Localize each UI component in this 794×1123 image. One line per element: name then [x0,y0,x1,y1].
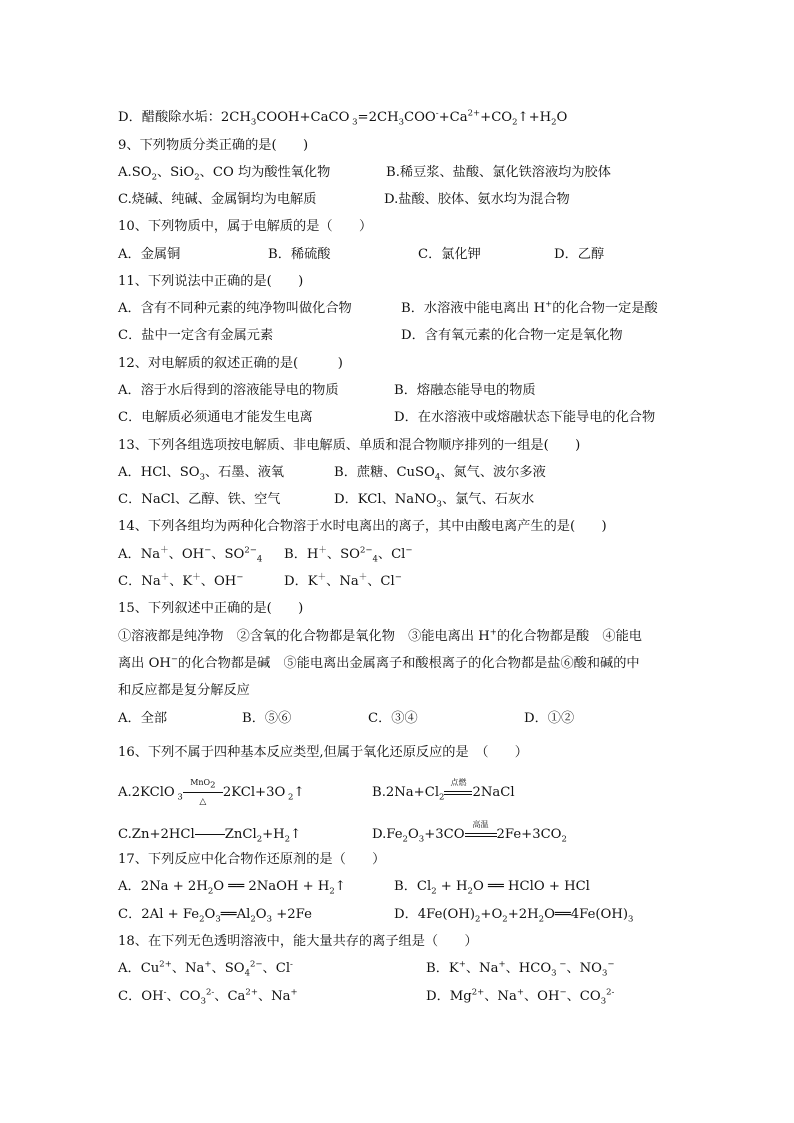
equation-reactants: A.2KClO $_3$ [118,785,183,803]
equation-reactants: $B.2Na+Cl_2$ [372,785,445,803]
options-q13-row2 [118,491,688,509]
option-c: C．盐中一定含有金属元素 [118,328,274,343]
equation-products: 2NaCl [472,785,515,800]
equation-products: $2Fe+3CO_2$ [496,827,567,845]
reaction-condition-arrow [465,820,497,844]
equation-products: 2KCl+3O $_2$↑ [222,785,305,803]
question-17: 17、下列反应中化合物作还原剂的是（ ） [118,852,386,867]
question-15-statements-2: 离出 OH−的化合物都是碱 ⑤能电离出金属离子和酸根离子的化合物都是盐⑥酸和碱的中 [118,654,640,671]
reaction-condition-arrow [183,778,223,807]
question-9: 9、下列物质分类正确的是( ) [118,138,309,153]
question-15-statements-3: 和反应都是复分解反应 [118,683,250,698]
options-q18-row2 [118,988,688,1006]
option-b: B．稀硫酸 [268,247,331,262]
condition-label: 点燃 [450,778,467,787]
condition-label: 高温 [472,820,489,829]
options-q11-row2 [118,327,688,345]
question-13: 13、下列各组选项按电解质、非电解质、单质和混合物顺序排列的一组是( ) [118,438,581,453]
option-c: C．③④ [368,711,418,726]
option-c: C．$2Al + Fe_2O_3══Al_2O_3 +2Fe$ [118,907,312,925]
question-18: 18、在下列无色透明溶液中，能大量共存的离子组是（ ） [118,934,478,949]
option-d: D．含有氧元素的化合物一定是氧化物 [401,328,623,343]
option-b: B.稀豆浆、盐酸、氯化铁溶液均为胶体 [386,165,611,180]
options-q17-row2 [118,906,688,924]
question-12: 12、对电解质的叙述正确的是( ) [118,356,343,371]
option-c: C.烧碱、纯碱、金属铜均为电解质 [118,192,317,207]
options-q16-row1 [118,778,688,807]
options-q12-row2 [118,409,688,427]
option-a: A．溶于水后得到的溶液能导电的物质 [118,383,339,398]
equation-reactants: $D.Fe_2O_3+3CO$ [372,827,465,845]
question-10: 10、下列物质中，属于电解质的是（ ） [118,219,373,234]
options-q18-row1 [118,960,688,978]
question-11: 11、下列说法中正确的是( ) [118,274,304,289]
option-c: C．氯化钾 [418,247,481,262]
option-b [372,778,515,803]
equals-sign [195,826,225,844]
equation-products: $ZnCl_2+H_2↑$ [224,827,302,845]
option-b: B．蔗糖、CuSO$_4$、氮气、波尔多液 [334,465,546,483]
options-q9-row2 [118,191,688,209]
options-q9-row1 [118,164,688,182]
question-15: 15、下列叙述中正确的是( ) [118,601,304,616]
equation-reactants: C.Zn+2HCl [118,827,195,842]
option-d: D．乙醇 [554,247,605,262]
options-q16-row2 [118,820,688,845]
question-15-statements-1: ①溶液都是纯净物 ②含氧的化合物都是氧化物 ③能电离出 H+的化合物都是酸 ④能电 [118,627,642,644]
option-d: D．①② [524,711,575,726]
options-q15 [118,710,688,728]
heat-symbol: △ [199,797,207,807]
option-c: C．Na＋、K＋、OH− [118,572,244,589]
question-14: 14、下列各组均为两种化合物溶于水时电离出的离子，其中由酸电离产生的是( ) [118,519,607,534]
option-a [118,778,305,807]
option-b: B．K+、Na+、$HCO_3$ −、$NO_3^-$ [426,959,615,979]
options-q12-row1 [118,382,688,400]
option-a: A．$2Na + 2H_2O$ ══ 2NaOH + $H_2↑$ [118,879,346,897]
option-b: B．$Cl_2 + H_2O$ ══ HClO + HCl [394,879,590,897]
options-q17-row1 [118,878,688,896]
options-q13-row1 [118,464,688,482]
option-c: C．电解质必须通电才能发生电离 [118,410,313,425]
option-b: B．⑤⑥ [242,711,292,726]
option-c: C．OH-、$CO_3^{2-}$、$Ca^{2+}$、Na+ [118,987,298,1007]
option-a: A．Na＋、OH−、$SO^{2-}_4$ [118,545,263,565]
option-a: A．金属铜 [118,247,181,262]
option-a: A．含有不同种元素的纯净物叫做化合物 [118,301,352,316]
question-16: 16、下列不属于四种基本反应类型,但属于氧化还原反应的是 （ ） [118,745,528,760]
reaction-condition-arrow [444,778,472,802]
option-d: D．$4Fe(OH)_2+O_2+2H_2O══4Fe(OH)_3$ [394,907,634,925]
options-q14-row1 [118,546,688,564]
options-q11-row1 [118,300,688,318]
option-a: A．全部 [118,711,168,726]
option-d-q8: D．醋酸除水垢：$2CH_3COOH+CaCO$ $_3=2CH_3COO^-+Ca^{2+}+CO_2↑+H_2O$ [118,108,568,128]
options-q10 [118,246,688,264]
option-c [118,826,301,844]
option-d: D.盐酸、胶体、氨水均为混合物 [384,192,570,207]
option-b: B．H＋、$SO^{2-}_4$、Cl− [284,545,413,565]
option-b: B．水溶液中能电离出 H+的化合物一定是酸 [401,299,658,316]
catalyst-label: MnO$_2$ [190,778,216,791]
option-a: $A.SO_2$、SiO$_2$、CO 均为酸性氧化物 [118,165,331,183]
option-d: D．在水溶液中或熔融状态下能导电的化合物 [394,410,656,425]
option-d [372,820,567,845]
option-a: A．HCl、$SO_3$、石墨、液氧 [118,465,285,483]
option-c: C．NaCl、乙醇、铁、空气 [118,492,281,507]
option-d: D．$Mg^{2+}$、Na+、OH−、$CO_3^{2-}$ [426,987,615,1007]
option-b: B．熔融态能导电的物质 [394,383,536,398]
options-q14-row2 [118,573,688,591]
option-d: D．K＋、Na＋、Cl− [284,572,402,589]
option-a: A．$Cu^{2+}$、Na+、$SO_4^{2-}$、Cl- [118,959,293,979]
option-d: D．KCl、NaNO$_3$、氯气、石灰水 [334,492,535,510]
